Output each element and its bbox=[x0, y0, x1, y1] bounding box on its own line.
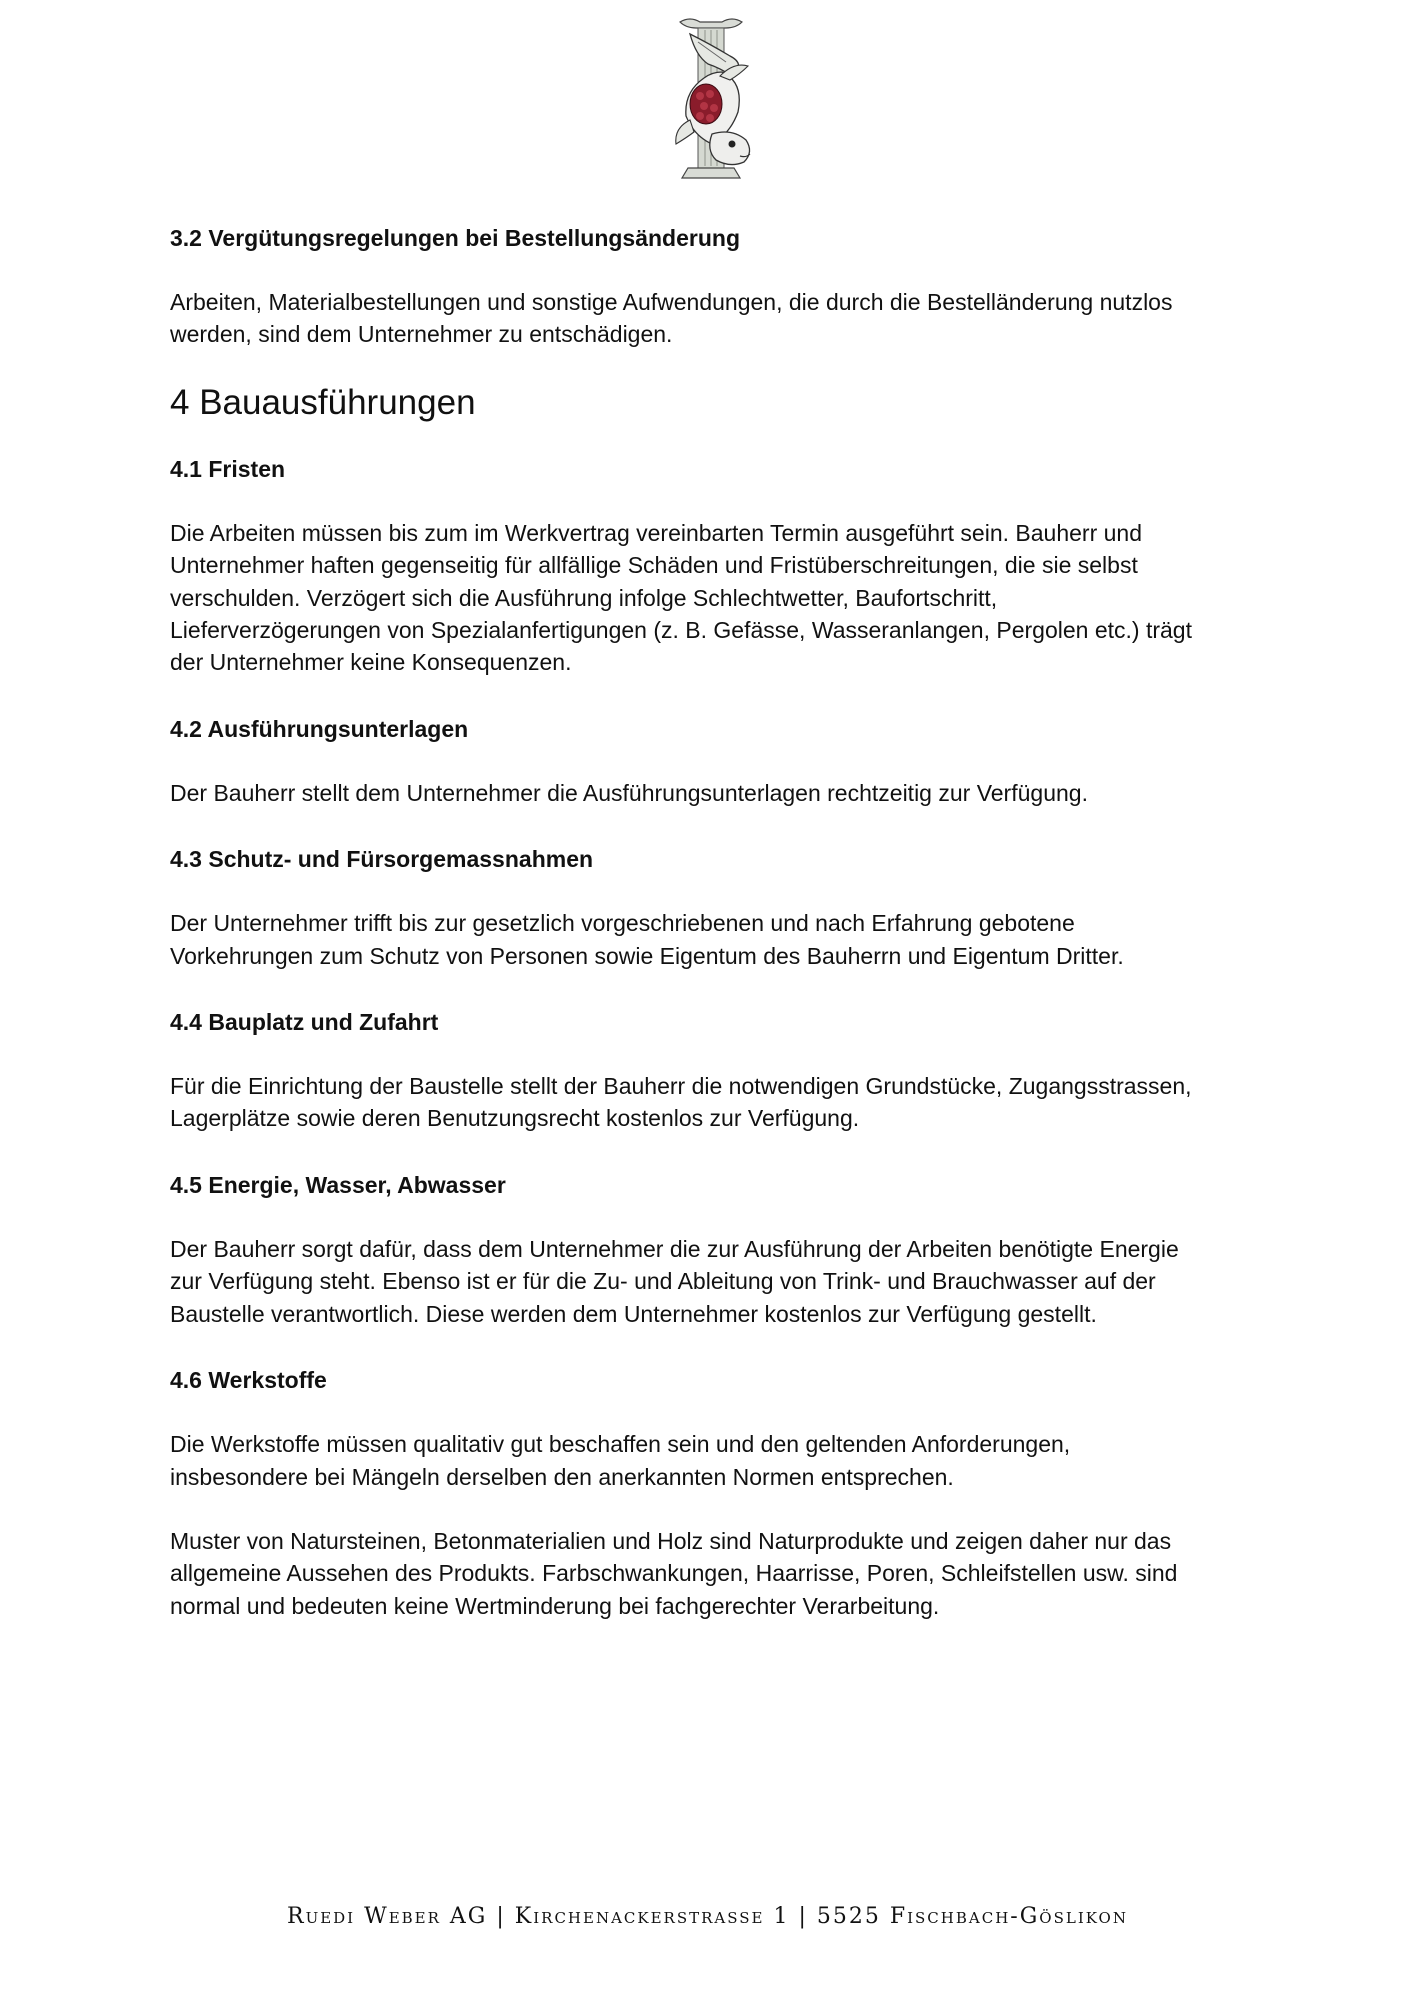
paragraph-line: Die Werkstoffe müssen qualitativ gut beschaffen sein und den geltenden Anforderungen, bbox=[170, 1431, 1071, 1458]
paragraph-line: Baustelle verantwortlich. Diese werden dem Unternehmer kostenlos zur Verfügung gestellt. bbox=[170, 1300, 1097, 1327]
section-4-1 bbox=[170, 453, 1250, 679]
section-heading: 4.5 Energie, Wasser, Abwasser bbox=[170, 1171, 506, 1198]
paragraph-line: Die Arbeiten müssen bis zum im Werkvertrag vereinbarten Termin ausgeführt sein. Bauherr und bbox=[170, 519, 1142, 546]
paragraph-line: Vorkehrungen zum Schutz von Personen sowie Eigentum des Bauherrn und Eigentum Dritter. bbox=[170, 942, 1124, 969]
section-4-3 bbox=[170, 843, 1250, 972]
paragraph-line: verschulden. Verzögert sich die Ausführung infolge Schlechtwetter, Baufortschritt, bbox=[170, 584, 998, 611]
paragraph-line: Der Unternehmer trifft bis zur gesetzlich vorgeschriebenen und nach Erfahrung gebotene bbox=[170, 910, 1075, 937]
paragraph-line: Der Bauherr stellt dem Unternehmer die Ausführungsunterlagen rechtzeitig zur Verfügung. bbox=[170, 779, 1088, 806]
section-heading: 4.4 Bauplatz und Zufahrt bbox=[170, 1009, 439, 1036]
paragraph-line: Arbeiten, Materialbestellungen und sonstige Aufwendungen, die durch die Bestelländerung nutzlos bbox=[170, 289, 1173, 315]
document-body bbox=[170, 222, 1250, 1622]
paragraph-line: Lieferverzögerungen von Spezialanfertigungen (z. B. Gefässe, Wasseranlangen, Pergolen etc.) trägt bbox=[170, 617, 1192, 644]
paragraph-line: insbesondere bei Mängeln derselben den anerkannten Normen entsprechen. bbox=[170, 1463, 954, 1490]
paragraph-line: Muster von Natursteinen, Betonmaterialien und Holz sind Naturprodukte und zeigen daher nur das bbox=[170, 1527, 1172, 1554]
section-4-4 bbox=[170, 1006, 1250, 1135]
section-heading: 4.6 Werkstoffe bbox=[170, 1367, 327, 1394]
company-footer: Ruedi Weber AG | Kirchenackerstrasse 1 | 5525 Fischbach-Göslikon bbox=[287, 1904, 1128, 1929]
paragraph-line: Der Bauherr sorgt dafür, dass dem Unternehmer die zur Ausführung der Arbeiten benötigte Energie bbox=[170, 1235, 1179, 1262]
paragraph-line: werden, sind dem Unternehmer zu entschädigen. bbox=[170, 321, 673, 348]
paragraph-line: allgemeine Aussehen des Produkts. Farbschwankungen, Haarrisse, Poren, Schleifstellen usw. sind bbox=[170, 1560, 1178, 1587]
section-4-2 bbox=[170, 713, 1250, 809]
koi-column-logo-icon bbox=[660, 16, 762, 186]
paragraph-line: Lagerplätze sowie deren Benutzungsrecht kostenlos zur Verfügung. bbox=[170, 1105, 860, 1132]
koi-column-logo-svg bbox=[660, 16, 762, 186]
paragraph-line: Für die Einrichtung der Baustelle stellt der Bauherr die notwendigen Grundstücke, Zugangsstrassen, bbox=[170, 1073, 1192, 1100]
paragraph-line: der Unternehmer keine Konsequenzen. bbox=[170, 649, 572, 676]
paragraph-line: Unternehmer haften gegenseitig für allfällige Schäden und Fristüberschreitungen, die sie selbst bbox=[170, 552, 1138, 579]
paragraph-line: normal und bedeuten keine Wertminderung bei fachgerechter Verarbeitung. bbox=[170, 1592, 940, 1619]
section-3-2 bbox=[170, 222, 1250, 351]
section-heading: 3.2 Vergütungsregelungen bei Bestellungsänderung bbox=[170, 225, 740, 251]
paragraph-line: zur Verfügung steht. Ebenso ist er für die Zu- und Ableitung von Trink- und Brauchwasser auf der bbox=[170, 1268, 1156, 1295]
section-heading: 4.2 Ausführungsunterlagen bbox=[170, 715, 469, 742]
chapter-heading: 4 Bauausführungen bbox=[170, 382, 476, 422]
section-heading: 4.1 Fristen bbox=[170, 455, 286, 482]
section-heading: 4.3 Schutz- und Fürsorgemassnahmen bbox=[170, 846, 594, 873]
section-4-6 bbox=[170, 1364, 1250, 1622]
section-4-5 bbox=[170, 1169, 1250, 1330]
